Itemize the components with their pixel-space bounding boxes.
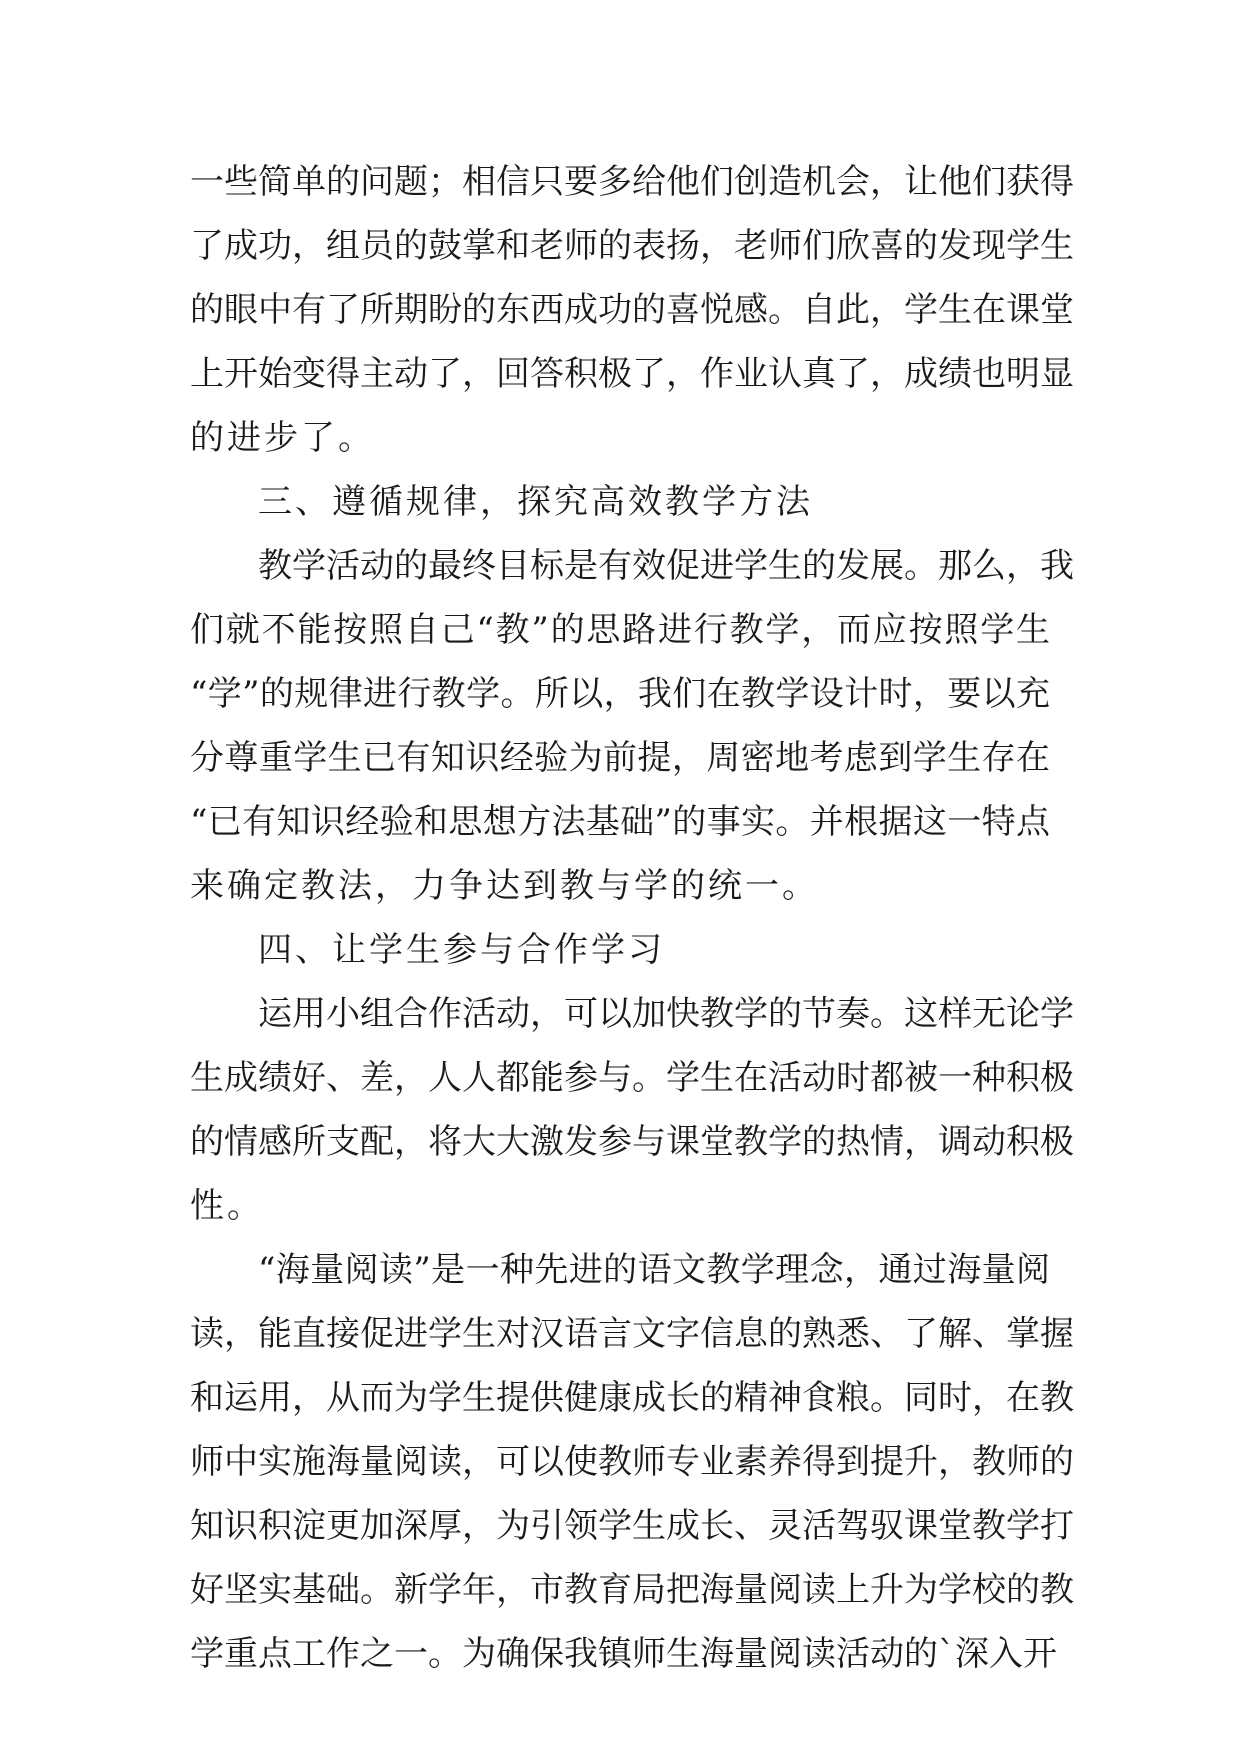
paragraph-3 (190, 982, 1074, 1238)
paragraph-1 (190, 150, 1074, 470)
text-line: 性。 (190, 1186, 264, 1226)
text-line: “海量阅读”是一种先进的语文教学理念，通过海量阅 (258, 1250, 1050, 1290)
text-line: 一些简单的问题；相信只要多给他们创造机会，让他们获得 (190, 162, 1074, 202)
text-line: “已有知识经验和思想方法基础”的事实。并根据这一特点 (190, 802, 1050, 842)
text-line: 读，能直接促进学生对汉语言文字信息的熟悉、了解、掌握 (190, 1314, 1074, 1354)
text-line: 了成功，组员的鼓掌和老师的表扬，老师们欣喜的发现学生 (190, 226, 1074, 266)
document-page (190, 150, 1074, 1686)
text-line: 上开始变得主动了，回答积极了，作业认真了，成绩也明显 (190, 354, 1074, 394)
section-heading-4 (190, 918, 1050, 982)
text-line: 来确定教法，力争达到教与学的统一。 (190, 866, 819, 906)
text-line: 的情感所支配，将大大激发参与课堂教学的热情，调动积极 (190, 1122, 1074, 1162)
text-line: 分尊重学生已有知识经验为前提，周密地考虑到学生存在 (190, 738, 1050, 778)
text-line: 学重点工作之一。为确保我镇师生海量阅读活动的`深入开 (190, 1634, 1057, 1674)
text-line: 的眼中有了所期盼的东西成功的喜悦感。自此，学生在课堂 (190, 290, 1074, 330)
text-line: 们就不能按照自己“教”的思路进行教学，而应按照学生 (190, 610, 1050, 650)
heading-line: 四、让学生参与合作学习 (258, 930, 665, 970)
text-line: 好坚实基础。新学年，市教育局把海量阅读上升为学校的教 (190, 1570, 1074, 1610)
text-line: 的进步了。 (190, 418, 375, 458)
section-heading-3 (190, 470, 1050, 534)
text-line: 运用小组合作活动，可以加快教学的节奏。这样无论学 (258, 994, 1074, 1034)
paragraph-4 (190, 1238, 1074, 1686)
text-line: 知识积淀更加深厚，为引领学生成长、灵活驾驭课堂教学打 (190, 1506, 1074, 1546)
text-line: “学”的规律进行教学。所以，我们在教学设计时，要以充 (190, 674, 1050, 714)
text-line: 和运用，从而为学生提供健康成长的精神食粮。同时，在教 (190, 1378, 1074, 1418)
paragraph-2 (190, 534, 1074, 918)
heading-line: 三、遵循规律，探究高效教学方法 (258, 482, 813, 522)
text-line: 师中实施海量阅读，可以使教师专业素养得到提升，教师的 (190, 1442, 1074, 1482)
text-line: 生成绩好、差，人人都能参与。学生在活动时都被一种积极 (190, 1058, 1074, 1098)
text-line: 教学活动的最终目标是有效促进学生的发展。那么，我 (258, 546, 1074, 586)
